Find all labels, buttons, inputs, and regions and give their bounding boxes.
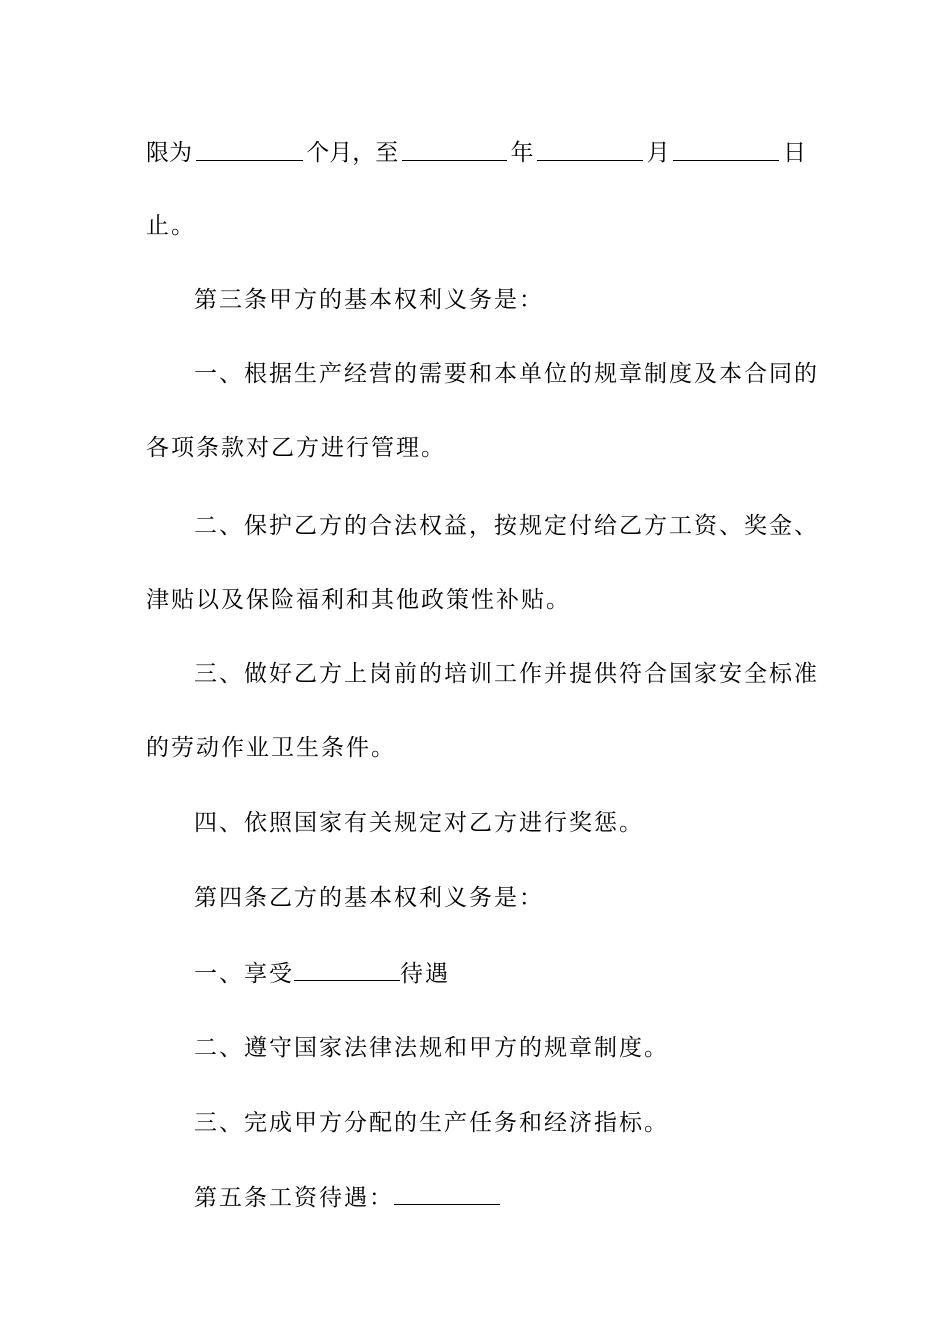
wage-blank <box>394 1182 500 1205</box>
article-5-label: 第五条工资待遇： <box>194 1185 394 1211</box>
day-blank <box>673 138 779 161</box>
months-blank <box>196 138 303 161</box>
term-prefix: 限为 <box>146 140 192 166</box>
article-5-heading <box>194 1182 500 1212</box>
article-4-item-1-prefix: 一、享受 <box>194 961 294 987</box>
article-3-item-2-line-2: 津贴以及保险福利和其他政策性补贴。 <box>146 587 571 613</box>
article-4-item-2: 二、遵守国家法律法规和甲方的规章制度。 <box>194 1035 669 1061</box>
treatment-blank <box>294 958 400 981</box>
article-4-heading: 第四条乙方的基本权利义务是： <box>194 885 544 911</box>
article-3-item-4: 四、依照国家有关规定对乙方进行奖惩。 <box>194 810 644 836</box>
term-end: 止。 <box>146 213 196 239</box>
month-blank <box>537 138 643 161</box>
article-3-item-2-line-1: 二、保护乙方的合法权益，按规定付给乙方工资、奖金、 <box>194 513 819 539</box>
article-3-item-1-line-1: 一、根据生产经营的需要和本单位的规章制度及本合同的 <box>194 361 819 387</box>
article-4-item-3: 三、完成甲方分配的生产任务和经济指标。 <box>194 1110 669 1136</box>
article-4-item-1 <box>194 958 450 988</box>
article-3-item-1-line-2: 各项条款对乙方进行管理。 <box>146 435 446 461</box>
article-3-item-3-line-2: 的劳动作业卫生条件。 <box>146 735 396 761</box>
term-months-label: 个月，至 <box>306 140 399 166</box>
month-label: 月 <box>646 140 670 166</box>
article-4-item-1-suffix: 待遇 <box>400 961 450 987</box>
year-blank <box>402 138 507 161</box>
year-label: 年 <box>510 140 534 166</box>
article-3-item-3-line-1: 三、做好乙方上岗前的培训工作并提供符合国家安全标准 <box>194 661 819 687</box>
term-line <box>146 138 806 168</box>
day-label: 日 <box>783 140 806 166</box>
article-3-heading: 第三条甲方的基本权利义务是： <box>194 287 544 313</box>
